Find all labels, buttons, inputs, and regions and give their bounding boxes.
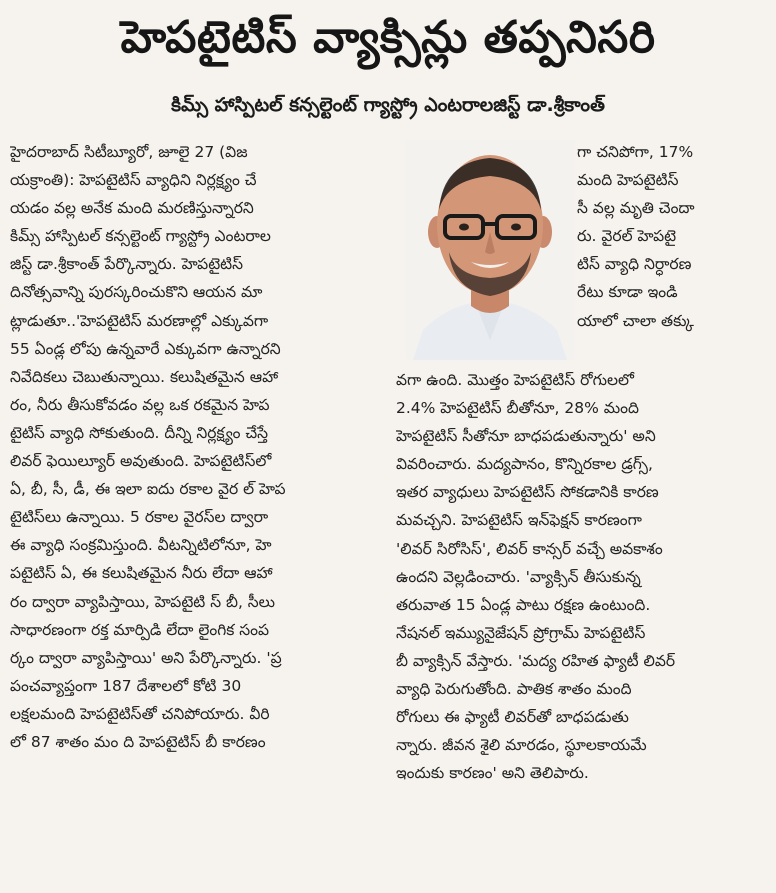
- article-line: 2.4% హెపటైటిస్ బీతోనూ, 28% మంది: [396, 399, 639, 418]
- article-line: ఇందుకు కారణం' అని తెలిపారు.: [396, 764, 589, 783]
- article-line: ఈ వ్యాధి సంక్రమిస్తుంది. వీటన్నిటిలోనూ, హె: [10, 536, 272, 555]
- article-line: ఉందని వెల్లడించారు. 'వ్యాక్సిన్ తీసుకున్న: [396, 567, 641, 586]
- portrait-icon: [405, 140, 575, 360]
- article-line: రు. వైరల్ హెపటై: [577, 227, 677, 246]
- article-line: 55 ఏండ్ల లోపు ఉన్నవారే ఎక్కువగా ఉన్నారని: [10, 339, 281, 358]
- article-line: హెపటైటిస్ సీతోనూ బాధపడుతున్నారు' అని: [396, 427, 656, 446]
- article-line: బీ వ్యాక్సిన్ వేస్తారు. 'మద్య రహిత ఫ్యాటీ లివర్: [396, 651, 676, 670]
- article-line: మంది హెపటైటిస్: [577, 171, 679, 190]
- article-line: వగా ఉంది. మొత్తం హెపటైటిస్ రోగులలో: [396, 371, 634, 389]
- article-line: లో 87 శాతం మం ది హెపటైటిస్ బీ కారణం: [10, 732, 266, 751]
- article-line: రం, నీరు తీసుకోవడం వల్ల ఒక రకమైన హెప: [10, 395, 270, 414]
- article-line: 'లివర్ సిరోసిస్', లివర్ కాన్సర్ వచ్చే అవకాశం: [396, 539, 663, 558]
- article-line: హైదరాబాద్ సిటీబ్యూరో, జూలై 27 (విజ: [10, 143, 248, 161]
- article-right-column: [396, 366, 768, 787]
- article-line: యక్రాంతి): హెపటైటిస్ వ్యాధిని నిర్లక్ష్యం చే: [10, 171, 257, 190]
- article-line: న్నారు. జీవన శైలి మారడం, స్థూలకాయమే: [396, 736, 647, 755]
- article-line: ఏ, బీ, సీ, డీ, ఈ ఇలా ఐదు రకాల వైర ల్ హెప: [10, 480, 286, 499]
- article-line: టైటిస్‌లు ఉన్నాయి. 5 రకాల వైరస్‌ల ద్వారా: [10, 508, 269, 527]
- article-line: పంచవ్యాప్తంగా 187 దేశాలలో కోటి 30: [10, 676, 242, 695]
- article-line: రేటు కూడా ఇండి: [577, 283, 678, 302]
- article-line: ర్కం ద్వారా వ్యాపిస్తాయి' అని పేర్కొన్నారు. 'ప్ర: [10, 648, 282, 667]
- headline: హెపటైటిస్ వ్యాక్సిన్లు తప్పనిసరి: [120, 12, 656, 63]
- article-line: వివరించారు. మద్యపానం, కొన్నిరకాల డ్రగ్స్,: [396, 455, 653, 474]
- article-line: తరువాత 15 ఏండ్ల పాటు రక్షణ ఉంటుంది.: [396, 595, 651, 614]
- article-line: గా చనిపోగా, 17%: [577, 143, 694, 161]
- article-line: సాధారణంగా రక్త మార్పిడి లేదా లైంగిక సంప: [10, 620, 270, 639]
- article-line: దినోత్సవాన్ని పురస్కరించుకొని ఆయన మా: [10, 283, 263, 302]
- article-line: జిస్ట్ డా.శ్రీకాంత్ పేర్కొన్నారు. హెపటైటిస్: [10, 255, 244, 274]
- article-line: టైటిస్ వ్యాధి సోకుతుంది. దీన్ని నిర్లక్ష్యం చేస్తే: [10, 423, 269, 442]
- article-line: నేషనల్ ఇమ్యునైజేషన్ ప్రోగ్రామ్ హెపటైటిస్: [396, 623, 646, 642]
- article-line: లివర్ ఫెయిల్యూర్ అవుతుంది. హెపటైటిస్‌లో: [10, 452, 272, 471]
- article-right-top-column: [577, 138, 771, 335]
- article-left-column: [10, 138, 382, 756]
- article-line: రం ద్వారా వ్యాపిస్తాయి, హెపటైటి స్ బీ, సీలు: [10, 592, 276, 611]
- article-line: పటైటిస్ ఏ, ఈ కలుషితమైన నీరు లేదా ఆహా: [10, 564, 273, 583]
- article-line: నివేదికలు చెబుతున్నాయి. కలుషితమైన ఆహా: [10, 367, 279, 386]
- subheadline: కిమ్స్ హాస్పిటల్ కన్సల్టెంట్ గ్యాస్ట్రో ఎంటరాలజిస్ట్ డా.శ్రీకాంత్: [171, 94, 605, 116]
- article-line: రోగులు ఈ ఫ్యాటీ లివర్‌తో బాధపడుతు: [396, 708, 629, 727]
- article-line: టిస్ వ్యాధి నిర్ధారణ: [577, 255, 692, 274]
- article-line: సీ వల్ల మృతి చెందా: [577, 199, 695, 218]
- article-line: ట్లాడుతూ..'హెపటైటిస్ మరణాల్లో ఎక్కువగా: [10, 311, 269, 330]
- article-line: మవచ్చని. హెపటైటిస్ ఇన్‌ఫెక్షన్ కారణంగా: [396, 511, 642, 530]
- article-line: ఇతర వ్యాధులు హెపటైటిస్ సోకడానికి కారణ: [396, 483, 659, 502]
- article-line: కిమ్స్ హాస్పిటల్ కన్సల్టెంట్ గ్యాస్ట్రో ఎంటరాల: [10, 227, 271, 246]
- doctor-photo: [405, 140, 575, 360]
- article-line: వ్యాధి పెరుగుతోంది. పాతిక శాతం మంది: [396, 680, 632, 699]
- article-line: యాలో చాలా తక్కు: [577, 311, 694, 330]
- article-line: యడం వల్ల అనేక మంది మరణిస్తున్నారని: [10, 199, 254, 218]
- article-line: లక్షలమంది హెపటైటిస్‌తో చనిపోయారు. వీరి: [10, 704, 270, 723]
